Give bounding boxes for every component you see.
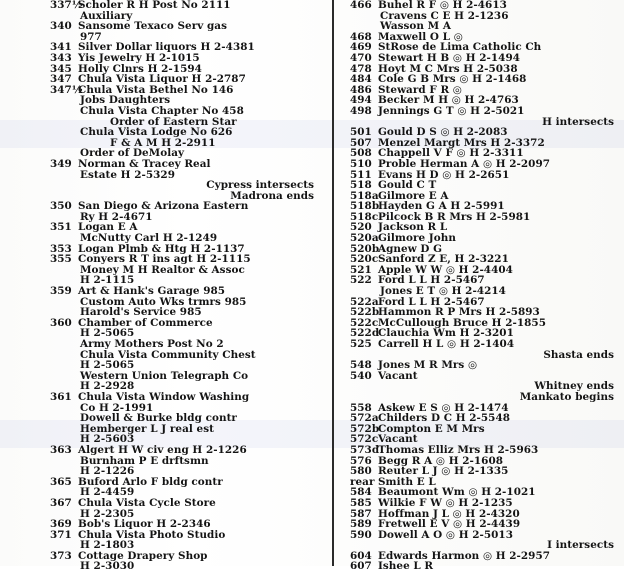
- address-number: 371: [50, 528, 72, 541]
- address-number: 363: [50, 443, 72, 456]
- address-number: 585: [350, 496, 372, 509]
- address-number: 522b: [350, 306, 380, 319]
- address-number: 470: [350, 51, 372, 64]
- street-marker-text: Whitney ends: [534, 380, 614, 393]
- entry-text: Childers D C H 2-5548: [378, 412, 510, 425]
- street-marker-text: Mankato begins: [519, 390, 614, 403]
- entry-text: Evans H D ◎ H 2-2651: [378, 168, 510, 181]
- address-number: 521: [350, 263, 372, 276]
- address-number: 486: [350, 83, 372, 96]
- entry-text: Norman & Tracey Real: [78, 157, 211, 170]
- entry-text: H 2-2305: [80, 507, 135, 520]
- entry-text: H 2-5065: [80, 327, 135, 340]
- entry-text: Compton E M Mrs: [378, 422, 485, 435]
- address-number: 341: [50, 41, 72, 54]
- address-number: 508: [350, 147, 372, 160]
- directory-entry-continuation: [50, 561, 318, 572]
- entry-text: Dowell A O ◎ H 2-5013: [378, 528, 513, 541]
- entry-text: Algert H W civ eng H 2-1226: [78, 443, 247, 456]
- entry-text: Chula Vista Liquor H 2-2787: [78, 73, 246, 86]
- entry-text: Carrell H L ◎ H 2-1404: [378, 338, 515, 350]
- entry-text: H 2-5603: [80, 433, 135, 446]
- address-number: rear: [350, 475, 375, 488]
- address-number: 494: [350, 94, 372, 107]
- entry-text: Chula Vista Chapter No 458: [80, 104, 244, 117]
- address-number: 607: [350, 560, 372, 572]
- entry-text: Gilmore John: [378, 232, 456, 245]
- address-number: 540: [350, 369, 372, 382]
- address-number: 518a: [350, 189, 379, 202]
- address-number: 520c: [350, 253, 379, 266]
- street-marker-text: Cypress intersects: [206, 179, 314, 192]
- entry-text: Thomas Elliz Mrs H 2-5963: [378, 443, 539, 456]
- address-number: 573d: [350, 443, 380, 456]
- entry-text: Agnew D G: [378, 242, 443, 255]
- address-number: 520b: [350, 242, 380, 255]
- entry-text: Begg R A ◎ H 2-1608: [378, 454, 504, 467]
- entry-text: Jones E T ◎ H 2-4214: [380, 285, 506, 298]
- entry-text: Cole G B Mrs ◎ H 2-1468: [378, 73, 527, 86]
- address-number: 369: [50, 518, 72, 531]
- entry-text: Co H 2-1991: [80, 401, 154, 414]
- address-number: 518c: [350, 210, 379, 223]
- entry-text: McNutty Carl H 2-1249: [80, 232, 218, 245]
- entry-text: Order of Eastern Star: [110, 115, 237, 128]
- entry-text: Army Mothers Post No 2: [80, 338, 224, 350]
- entry-text: Estate H 2-5329: [80, 168, 175, 181]
- entry-text: Hammon R P Mrs H 2-5893: [378, 306, 540, 319]
- entry-text: Holly Clnrs H 2-1594: [78, 62, 202, 75]
- address-number: 520a: [350, 232, 379, 245]
- address-number: 343: [50, 51, 72, 64]
- address-number: 572c: [350, 433, 379, 446]
- entry-text: Menzel Margt Mrs H 2-3372: [378, 136, 545, 149]
- address-number: 345: [50, 62, 72, 75]
- entry-text: Chula Vista Window Washing: [78, 390, 250, 403]
- entry-text: Hemberger L J real est: [80, 422, 214, 435]
- entry-text: Cravens C E H 2-1236: [380, 9, 509, 22]
- entry-text: Chula Vista Bethel No 146: [78, 83, 234, 96]
- entry-text: H 2-1115: [80, 274, 135, 287]
- address-number: 520: [350, 221, 372, 234]
- entry-text: H 2-4459: [80, 486, 135, 499]
- entry-text: Wasson M A: [380, 20, 451, 33]
- entry-text: Sansome Texaco Serv gas: [78, 20, 227, 33]
- address-number: 572a: [350, 412, 379, 425]
- entry-text: F & A M H 2-2911: [110, 136, 216, 149]
- entry-text: Chula Vista Cycle Store: [78, 496, 216, 509]
- right-column: [350, 0, 618, 572]
- entry-text: Bob's Liquor H 2-2346: [78, 518, 211, 531]
- entry-text: Pilcock B R Mrs H 2-5981: [378, 210, 531, 223]
- address-number: 525: [350, 338, 372, 350]
- entry-text: Sanford Z E, H 2-3221: [378, 253, 509, 266]
- address-number: 367: [50, 496, 72, 509]
- entry-text: Vacant: [378, 433, 418, 446]
- address-number: 590: [350, 528, 372, 541]
- address-number: 580: [350, 465, 372, 478]
- address-number: 576: [350, 454, 372, 467]
- entry-text: Jackson R L: [378, 221, 448, 234]
- address-number: 511: [350, 168, 372, 181]
- street-marker-text: Madrona ends: [230, 189, 314, 202]
- entry-text: Auxiliary: [80, 9, 133, 22]
- entry-text: Ford L L H 2-5467: [378, 274, 485, 287]
- address-number: 350: [50, 200, 72, 213]
- entry-text: Steward F R ◎: [378, 83, 462, 96]
- address-number: 478: [350, 62, 372, 75]
- address-number: 518: [350, 179, 372, 192]
- entry-text: Ishee L R: [378, 560, 434, 572]
- address-number: 466: [350, 0, 372, 11]
- entry-text: Scholer R H Post No 2111: [78, 0, 231, 11]
- entry-text: Chula Vista Lodge No 626: [80, 126, 233, 139]
- entry-text: StRose de Lima Catholic Ch: [378, 41, 542, 54]
- entry-text: Gould D S ◎ H 2-2083: [378, 126, 508, 139]
- address-number: 572b: [350, 422, 380, 435]
- entry-text: H 2-3030: [80, 560, 135, 572]
- entry-text: Clauchia Wm H 2-3201: [378, 327, 514, 340]
- address-number: 359: [50, 285, 72, 298]
- address-number: 510: [350, 157, 372, 170]
- entry-text: Order of DeMolay: [80, 147, 185, 160]
- address-number: 347: [50, 73, 72, 86]
- entry-text: Ford L L H 2-5467: [378, 295, 485, 308]
- entry-text: 977: [80, 30, 102, 43]
- address-number: 361: [50, 390, 72, 403]
- address-number: 558: [350, 401, 372, 414]
- entry-text: McCullough Bruce H 2-1855: [378, 316, 546, 329]
- entry-text: Jobs Daughters: [80, 94, 171, 107]
- entry-text: Chula Vista Community Chest: [80, 348, 256, 361]
- entry-text: Fretwell E V ◎ H 2-4439: [378, 518, 521, 531]
- address-number: 522d: [350, 327, 380, 340]
- entry-text: Cottage Drapery Shop: [78, 549, 208, 562]
- entry-text: Askew E S ◎ H 2-1474: [378, 401, 509, 414]
- entry-text: Chula Vista Photo Studio: [78, 528, 226, 541]
- address-number: 484: [350, 73, 372, 86]
- entry-text: Conyers R T ins agt H 2-1115: [78, 253, 251, 266]
- entry-text: Edwards Harmon ◎ H 2-2957: [378, 549, 551, 562]
- entry-text: Maxwell O L ◎: [378, 30, 463, 43]
- entry-text: H 2-5065: [80, 359, 135, 372]
- entry-text: H 2-1226: [80, 465, 135, 478]
- address-number: 518b: [350, 200, 380, 213]
- address-number: 365: [50, 475, 72, 488]
- entry-text: Hoffman J L ◎ H 2-4320: [378, 507, 520, 520]
- address-number: 351: [50, 221, 72, 234]
- street-marker-text: Shasta ends: [543, 348, 614, 361]
- address-number: 584: [350, 486, 372, 499]
- entry-text: Harold's Service 985: [80, 306, 202, 319]
- street-marker-text: I intersects: [547, 539, 614, 552]
- entry-text: Gilmore E A: [378, 189, 449, 202]
- entry-text: Chamber of Commerce: [78, 316, 213, 329]
- entry-text: Stewart H B ◎ H 2-1494: [378, 51, 520, 64]
- entry-text: Logan E A: [78, 221, 138, 234]
- address-number: 360: [50, 316, 72, 329]
- address-number: 355: [50, 253, 72, 266]
- entry-text: Becker M H ◎ H 2-4763: [378, 94, 519, 107]
- entry-text: Buhel R F ◎ H 2-4613: [378, 0, 507, 11]
- entry-text: Apple W W ◎ H 2-4404: [378, 263, 513, 276]
- address-number: 498: [350, 104, 372, 117]
- entry-text: Beaumont Wm ◎ H 2-1021: [378, 486, 536, 499]
- entry-text: Ry H 2-4671: [80, 210, 153, 223]
- address-number: 468: [350, 30, 372, 43]
- address-number: 337½: [50, 0, 83, 11]
- entry-text: Chappell V F ◎ H 2-3311: [378, 147, 524, 160]
- column-divider: [332, 0, 334, 566]
- entry-text: Smith E L: [378, 475, 436, 488]
- entry-text: Vacant: [378, 369, 418, 382]
- entry-text: Art & Hank's Garage 985: [78, 285, 226, 298]
- directory-entry: [350, 561, 618, 572]
- address-number: 340: [50, 20, 72, 33]
- entry-text: San Diego & Arizona Eastern: [78, 200, 249, 213]
- entry-text: Buford Arlo F bldg contr: [78, 475, 223, 488]
- entry-text: Logan Plmb & Htg H 2-1137: [78, 242, 245, 255]
- address-number: 522c: [350, 316, 379, 329]
- entry-text: Wilkie F W ◎ H 2-1235: [378, 496, 513, 509]
- address-number: 507: [350, 136, 372, 149]
- entry-text: Jennings G T ◎ H 2-5021: [378, 104, 525, 117]
- address-number: 501: [350, 126, 372, 139]
- address-number: 353: [50, 242, 72, 255]
- entry-text: Gould C T: [378, 179, 437, 192]
- entry-text: Hayden G A H 2-5991: [378, 200, 505, 213]
- entry-text: Proble Herman A ◎ H 2-2097: [378, 157, 551, 170]
- entry-text: Hoyt M C Mrs H 2-5038: [378, 62, 518, 75]
- entry-text: Yis Jewelry H 2-1015: [78, 51, 200, 64]
- address-number: 349: [50, 157, 72, 170]
- address-number: 373: [50, 549, 72, 562]
- address-number: 522: [350, 274, 372, 287]
- address-number: 604: [350, 549, 372, 562]
- address-number: 469: [350, 41, 372, 54]
- address-number: 587: [350, 507, 372, 520]
- left-column: [50, 0, 318, 572]
- entry-text: Money M H Realtor & Assoc: [80, 263, 245, 276]
- entry-text: H 2-1803: [80, 539, 135, 552]
- entry-text: Dowell & Burke bldg contr: [80, 412, 237, 425]
- address-number: 548: [350, 359, 372, 372]
- address-number: 347½: [50, 83, 83, 96]
- address-number: 522a: [350, 295, 379, 308]
- address-number: 589: [350, 518, 372, 531]
- street-marker-text: H intersects: [542, 115, 614, 128]
- entry-text: Western Union Telegraph Co: [80, 369, 249, 382]
- entry-text: Reuter L J ◎ H 2-1335: [378, 465, 509, 478]
- entry-text: Jones M R Mrs ◎: [378, 359, 478, 372]
- entry-text: Burnham P E drftsmn: [80, 454, 209, 467]
- entry-text: Silver Dollar liquors H 2-4381: [78, 41, 255, 54]
- entry-text: H 2-2928: [80, 380, 135, 393]
- entry-text: Custom Auto Wks trmrs 985: [80, 295, 247, 308]
